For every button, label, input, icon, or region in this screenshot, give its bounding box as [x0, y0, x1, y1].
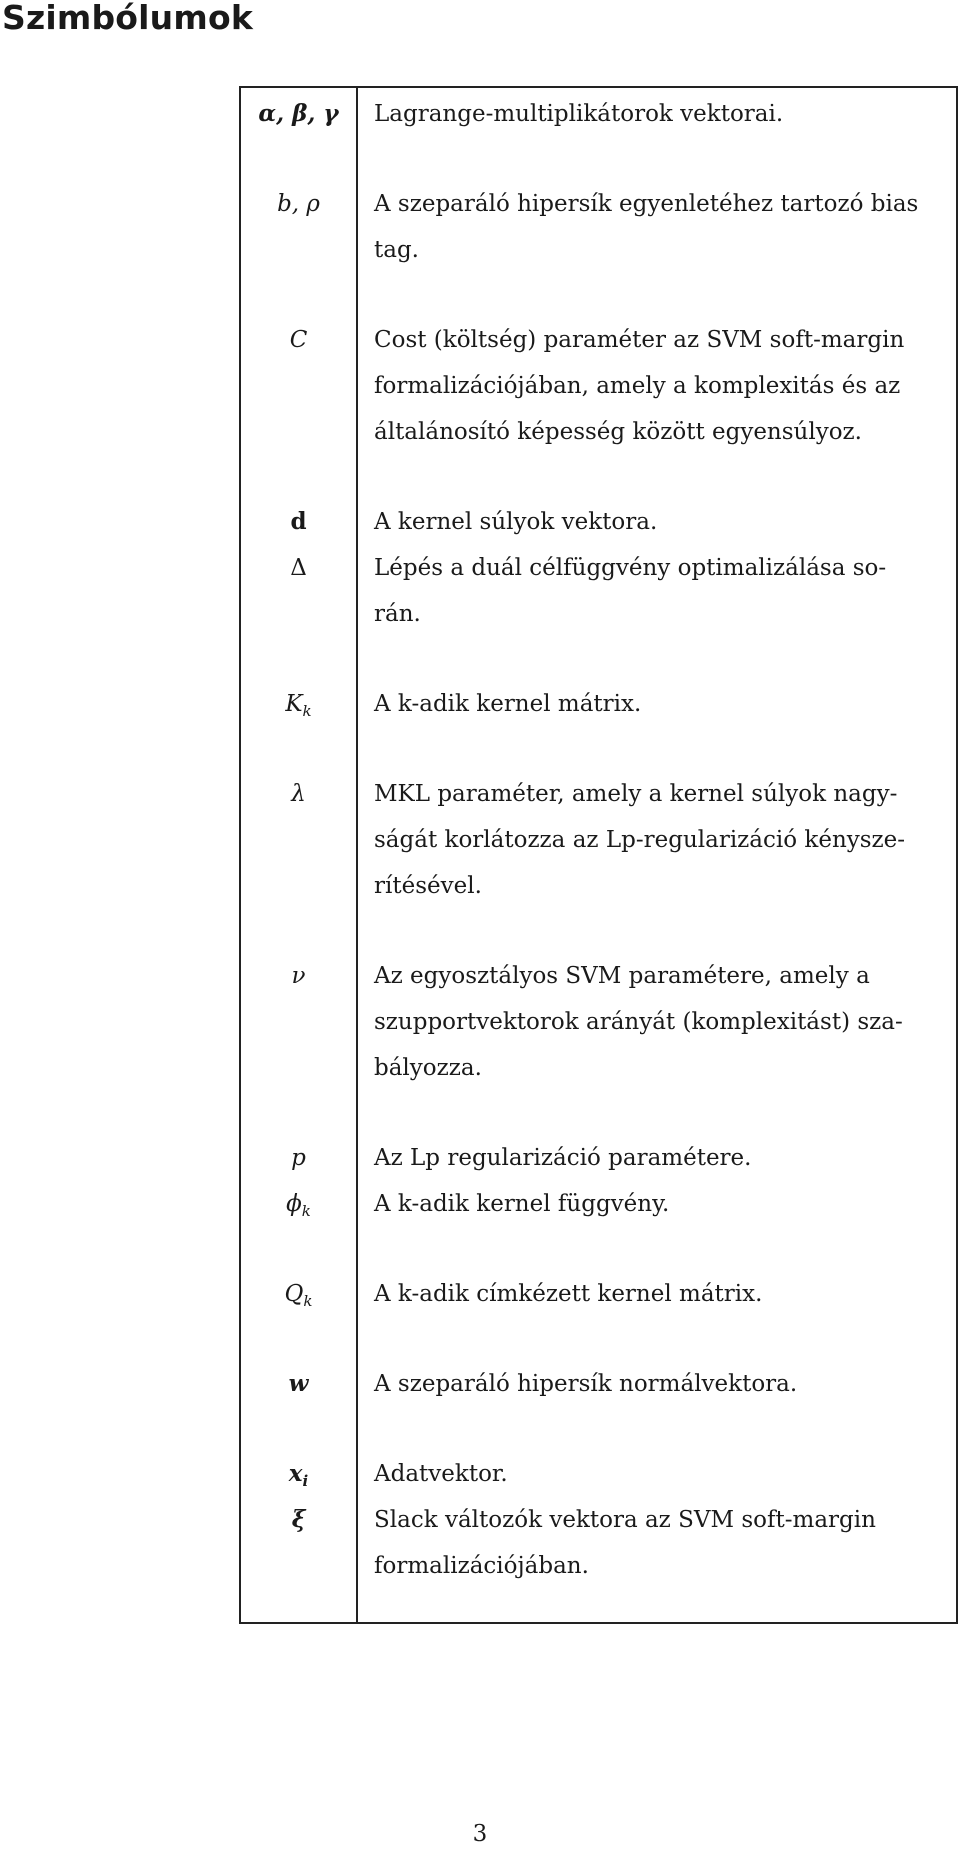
description-line: Lépés a duál célfüggvény optimalizálása so- — [374, 555, 887, 581]
description-phi-k — [374, 1181, 940, 1227]
description-nu — [374, 953, 940, 1091]
symbol-q-k — [241, 1280, 356, 1308]
page-heading: Szimbólumok — [2, 0, 253, 37]
symbol-d: d — [290, 508, 307, 535]
description-line: formalizációjában, amely a komplexitás és az — [374, 373, 901, 399]
description-xi — [374, 1497, 940, 1589]
description-p — [374, 1135, 940, 1181]
symbol-w: w — [288, 1370, 309, 1397]
description-line: tag. — [374, 237, 419, 263]
symbol-xi: ξ — [291, 1506, 306, 1533]
symbol-alpha-beta-gamma: α, β, γ — [258, 100, 339, 127]
symbol-k-k — [241, 690, 356, 718]
description-line: Slack változók vektora az SVM soft-margin — [374, 1507, 876, 1533]
description-line: A szeparáló hipersík normálvektora. — [374, 1371, 798, 1397]
symbol-p: p — [291, 1145, 306, 1171]
description-k-k — [374, 681, 940, 727]
symbol-base: ϕ — [286, 1191, 302, 1217]
description-x-i — [374, 1451, 940, 1497]
description-q-k — [374, 1271, 940, 1317]
symbol-lambda: λ — [291, 781, 306, 807]
description-c — [374, 317, 940, 455]
description-line: A k-adik kernel függvény. — [374, 1191, 670, 1217]
description-line: Adatvektor. — [374, 1461, 508, 1487]
description-w — [374, 1361, 940, 1407]
symbol-x-i — [241, 1460, 356, 1488]
description-line: A kernel súlyok vektora. — [374, 509, 658, 535]
symbol-subscript: k — [301, 1202, 311, 1220]
description-line: Az Lp regularizáció paramétere. — [374, 1145, 752, 1171]
symbol-subscript: i — [302, 1472, 309, 1490]
page-number: 3 — [472, 1821, 488, 1847]
column-divider — [356, 88, 358, 1622]
description-lambda — [374, 771, 940, 909]
description-alpha-beta-gamma — [374, 91, 940, 137]
description-line: szupportvektorok arányát (komplexitást) sza- — [374, 1009, 903, 1035]
symbol-subscript: k — [303, 1292, 313, 1310]
description-line: rítésével. — [374, 873, 482, 899]
symbol-subscript: k — [302, 702, 312, 720]
description-line: A k-adik kernel mátrix. — [374, 691, 642, 717]
description-line: általánosító képesség között egyensúlyoz. — [374, 419, 862, 445]
description-line: A szeparáló hipersík egyenletéhez tartozó bias — [374, 191, 919, 217]
description-line: rán. — [374, 601, 421, 627]
symbol-table — [239, 86, 958, 1624]
description-b-rho — [374, 181, 940, 273]
description-line: bályozza. — [374, 1055, 482, 1081]
description-line: A k-adik címkézett kernel mátrix. — [374, 1281, 763, 1307]
description-line: formalizációjában. — [374, 1553, 589, 1579]
description-d — [374, 499, 940, 545]
description-line: Cost (költség) paraméter az SVM soft-margin — [374, 327, 905, 353]
description-line: Az egyosztályos SVM paramétere, amely a — [374, 963, 870, 989]
description-line: MKL paraméter, amely a kernel súlyok nagy- — [374, 781, 898, 807]
description-line: Lagrange-multiplikátorok vektorai. — [374, 101, 784, 127]
symbol-c: C — [289, 327, 308, 353]
description-delta — [374, 545, 940, 637]
symbol-base: K — [285, 691, 303, 717]
symbol-phi-k — [241, 1190, 356, 1218]
description-line: ságát korlátozza az Lp-regularizáció kénysze- — [374, 827, 906, 853]
symbol-delta: Δ — [290, 555, 307, 581]
symbol-base: x — [288, 1460, 303, 1487]
symbol-base: Q — [284, 1281, 304, 1307]
symbol-b-rho: b, ρ — [277, 191, 320, 217]
symbol-nu: ν — [291, 963, 306, 989]
